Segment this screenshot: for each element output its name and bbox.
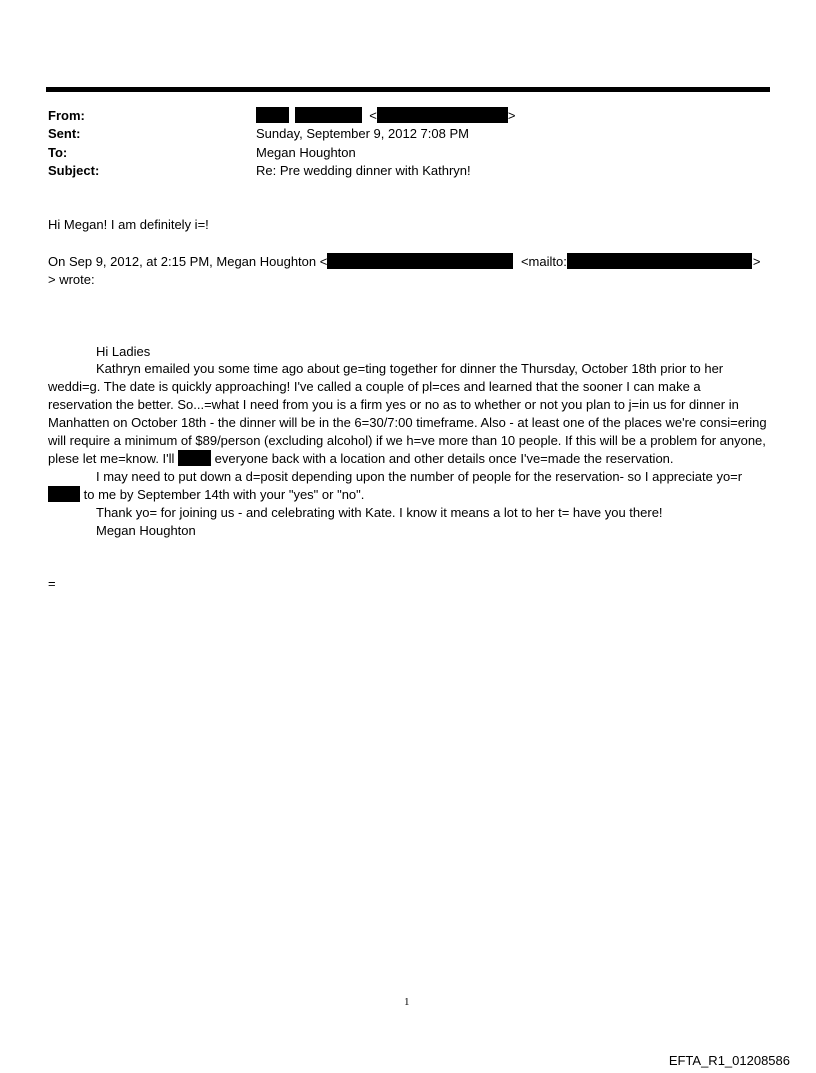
trailer: = xyxy=(48,576,56,591)
redaction xyxy=(327,253,513,269)
paragraph-2 xyxy=(48,468,768,504)
page-number: 1 xyxy=(404,996,410,1008)
header-rule xyxy=(46,87,770,92)
paragraph-1 xyxy=(48,360,768,468)
subject-value: Re: Pre wedding dinner with Kathryn! xyxy=(256,163,471,178)
quote-mailto: <mailto: xyxy=(520,254,567,269)
document-id: EFTA_R1_01208586 xyxy=(668,1053,790,1068)
paragraph-2-text: I may need to put down a d=posit depending upon the number of people for the reservation- so I appreciate yo=r xyxy=(96,469,743,484)
from-value xyxy=(256,107,515,125)
to-value: Megan Houghton xyxy=(256,145,356,160)
greeting: Hi Ladies xyxy=(96,344,151,359)
redaction xyxy=(295,107,362,123)
signature: Megan Houghton xyxy=(96,523,196,538)
message-body xyxy=(48,360,768,540)
paragraph-1-text-end: everyone back with a location and other details once I've=made the reservation. xyxy=(214,451,674,466)
quote-gt: > xyxy=(752,254,761,269)
redaction xyxy=(178,450,211,466)
to-label: To: xyxy=(48,145,68,160)
paragraph-2-text-end: to me by September 14th with your "yes" or "no". xyxy=(83,487,365,502)
paragraph-1-text: Kathryn emailed you some time ago about ge=ting together for dinner the Thursday, October 18th prior to her weddi=g. The date is quickly approaching! I've called a couple of pl=ces and learned that the sooner I can make a reservation the better. So...=what I need from you is a firm yes or no as to whether or not you plan to j=in us for dinner in Manhatten on October 18th - the dinner will be in the 6=30/7:00 timeframe. Also - at least one of the places we're consi=ering will require a minimum of $89/person (excluding alcohol) if we h=ve more than 10 people. If this will be a problem for anyone, plese let me=know. I'll xyxy=(48,361,767,466)
from-lt: < xyxy=(369,108,377,123)
redaction xyxy=(256,107,289,123)
quote-header xyxy=(48,253,760,271)
from-gt: > xyxy=(507,108,516,123)
sent-value: Sunday, September 9, 2012 7:08 PM xyxy=(256,126,469,141)
thanks-line: Thank yo= for joining us - and celebrating with Kate. I know it means a lot to her t= have you there! xyxy=(96,505,663,520)
redaction xyxy=(377,107,508,123)
redaction xyxy=(567,253,752,269)
subject-label: Subject: xyxy=(48,163,100,178)
from-label: From: xyxy=(48,108,85,123)
quote-wrote: > wrote: xyxy=(48,272,95,287)
reply-text: Hi Megan! I am definitely i=! xyxy=(48,217,209,232)
quote-prefix: On Sep 9, 2012, at 2:15 PM, Megan Houghton < xyxy=(48,254,328,269)
redaction xyxy=(48,486,80,502)
sent-label: Sent: xyxy=(48,126,81,141)
